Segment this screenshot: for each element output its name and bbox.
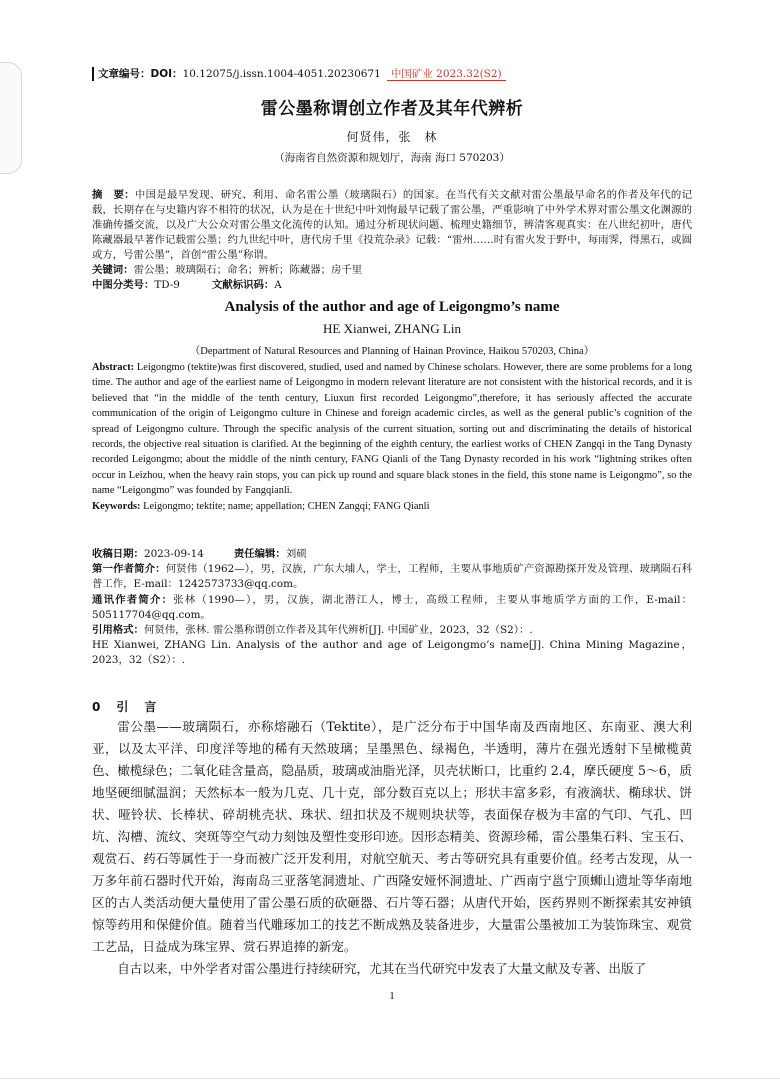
keywords-en-label: Keywords:	[92, 500, 141, 512]
clc-value: TD-9	[154, 279, 180, 291]
abstract-en-label: Abstract:	[92, 362, 135, 373]
keywords-cn-text: 雷公墨；玻璃陨石；命名；辨析；陈藏器；房千里	[133, 264, 363, 276]
editor-label: 责任编辑：	[233, 548, 286, 560]
body-paragraph: 雷公墨——玻璃陨石，亦称熔融石（Tektite），是广泛分布于中国华南及西南地区、东南亚、澳大利亚，以及太平洋、印度洋等地的稀有天然玻璃；呈墨黑色、绿褐色，半透明，薄片在强光透射下呈橄榄黄色、橄榄绿色；二氧化硅含量高，隐晶质，玻璃或油脂光泽，贝壳状断口，比重约 2.4，摩氏硬度 5～6，质地坚硬细腻温润；天然标本一般为几克、几十克，部分数百克以上；形状丰富多彩，有液滴状、椭球状、饼状、哑铃状、长棒状、碎胡桃壳状、珠状、纽扣状及不规则块状等，表面保存极为丰富的气印、气孔、凹坑、沟槽、流纹、突斑等空气动力刻蚀及塑性变形印迹。因形态精美、资源珍稀，雷公墨集石料、宝玉石、观赏石、药石等属性于一身而被广泛开发利用，对航空航天、考古等研究具有重要价值。经考古发现，从一万多年前石器时代开始，海南岛三亚落笔洞遗址、广西隆安娅怀洞遗址、广西南宁邕宁顶蛳山遗址等华南地区的古人类活动便大量使用了雷公墨石质的砍砸器、石片等石器；从唐代开始，医药界则不断探索其安神镇惊等药用和保健价值。随着当代雕琢加工的技艺不断成熟及装备进步，大量雷公墨被加工为装饰珠宝、观赏工艺品，日益成为珠宝界、赏石界追捧的新宠。	[92, 719, 692, 954]
citation-cn-text: 何贤伟，张林. 雷公墨称谓创立作者及其年代辨析[J]. 中国矿业，2023，32（S2）：.	[143, 624, 533, 637]
page-number: 1	[389, 990, 395, 1002]
body-text	[92, 716, 692, 980]
body-paragraph: 自古以来，中外学者对雷公墨进行持续研究，尤其在当代研究中发表了大量文献及专著、出版了	[117, 961, 647, 976]
doi-label: DOI：	[150, 68, 183, 80]
clc-label: 中图分类号：	[92, 279, 155, 291]
section-heading: 0 引 言	[92, 700, 159, 714]
article-meta	[92, 547, 692, 669]
english-affiliation: （Department of Natural Resources and Planning of Hainan Province, Haikou 570203, China）	[189, 346, 595, 357]
citation-cn	[92, 623, 692, 638]
received-date: 2023-09-14	[143, 548, 204, 560]
keywords-cn	[92, 263, 692, 278]
classification-line	[92, 278, 692, 293]
corresponding-author-bio	[92, 593, 692, 623]
doc-code-value: A	[274, 279, 282, 291]
corr-author-text: 张林（1990—），男，汉族，湖北潜江人，博士，高级工程师，主要从事地质学方面的工作，E-mail：505117704@qq.com。	[92, 593, 692, 621]
doi-value[interactable]: 10.12075/j.issn.1004-4051.20230671	[182, 68, 381, 80]
side-tab-handle[interactable]	[0, 62, 22, 174]
corr-author-label: 通讯作者简介：	[92, 593, 174, 606]
received-line	[92, 547, 692, 562]
article-no-label: 文章编号：	[98, 68, 151, 80]
viewer-bottom-divider	[0, 1078, 780, 1079]
citation-label: 引用格式：	[92, 624, 144, 637]
editor-name: 刘硕	[285, 548, 307, 560]
doc-code-label: 文献标识码：	[211, 279, 275, 291]
first-author-text: 何贤伟（1962—），男，汉族，广东大埔人，学士，工程师，主要从事地质矿产资源勘探开发及管理、玻璃陨石科普工作，E-mail：1242573733@qq.com。	[92, 563, 692, 591]
paper-title: 雷公墨称谓创立作者及其年代辨析	[260, 99, 524, 119]
citation-en: HE Xianwei, ZHANG Lin. Analysis of the author and age of Leigongmo’s name[J]. China Mining Magazine，2023，32（S2）：.	[92, 639, 692, 667]
article-header	[92, 67, 506, 81]
keywords-en-text: Leigongmo; tektite; name; appellation; CHEN Zangqi; FANG Qianli	[143, 500, 430, 512]
abstract-cn-label: 摘 要：	[92, 189, 135, 201]
abstract-en-text: Leigongmo (tektite)was first discovered, studied, used and named by Chinese scholars. However, there are some problems for a long time. The author and age of the earliest name of Leigongmo in modern relevant literature are not consistent with the historical records, and it is believed that “in the middle of the tenth century, Liuxun first recorded Leigongmo”,therefore, it has seriously affected the accurate communication of the origin of Leigongmo culture in Chinese and foreign academic circles, as well as the general public’s cognition of the spread of Leigongmo culture. Through the specific analysis of the current situation, sorting out and discriminating the details of historical records, the objective real situation is clarified. At the beginning of the eighth century, the earliest works of CHEN Zangqi in the Tang Dynasty recorded Leigongmo; about the middle of the ninth century, FANG Qianli of the Tang Dynasty recorded in his work “lightning strikes often occur in Leizhou, when the heavy rain stops, you can pick up round and square black stones in the field, this stone name is Leigongmo”, so the name “Leigongmo” was founded by Fangqianli.	[92, 362, 692, 497]
english-title: Analysis of the author and age of Leigongmo’s name	[224, 299, 560, 315]
paper-affiliation: （海南省自然资源和规划厅，海南 海口 570203）	[274, 152, 510, 164]
abstract-cn-text: 中国是最早发现、研究、利用、命名雷公墨（玻璃陨石）的国家。在当代有关文献对雷公墨最早命名的作者及年代的记载，长期存在与史籍内容不相符的状况，认为是在十世纪中叶刘恂最早记载了雷公墨，严重影响了中外学术界对雷公墨文化渊源的准确传播交流，以及广大公众对雷公墨文化流传的认知。通过分析现状问题、梳理史籍细节，辨清客观真实：在八世纪初叶，唐代陈藏器最早著作记载雷公墨；约九世纪中叶，唐代房千里《投荒杂录》记载：“雷州……时有雷火发于野中，每雨霁，得黑石，或圆或方，号雷公墨”，首创“雷公墨”称谓。	[92, 189, 693, 261]
paper-authors: 何贤伟，张 林	[346, 130, 438, 144]
abstract-en	[92, 360, 692, 499]
chinese-abstract-block	[92, 188, 692, 293]
journal-name: 中国矿业 2023.32(S2)	[387, 68, 506, 81]
first-author-label: 第一作者简介：	[92, 563, 166, 576]
keywords-cn-label: 关键词：	[92, 264, 134, 276]
keywords-en	[92, 499, 692, 514]
first-author-bio	[92, 562, 692, 592]
received-label: 收稿日期：	[92, 548, 144, 560]
abstract-cn	[92, 188, 692, 263]
english-authors: HE Xianwei, ZHANG Lin	[323, 321, 461, 336]
english-abstract-block	[92, 360, 692, 514]
